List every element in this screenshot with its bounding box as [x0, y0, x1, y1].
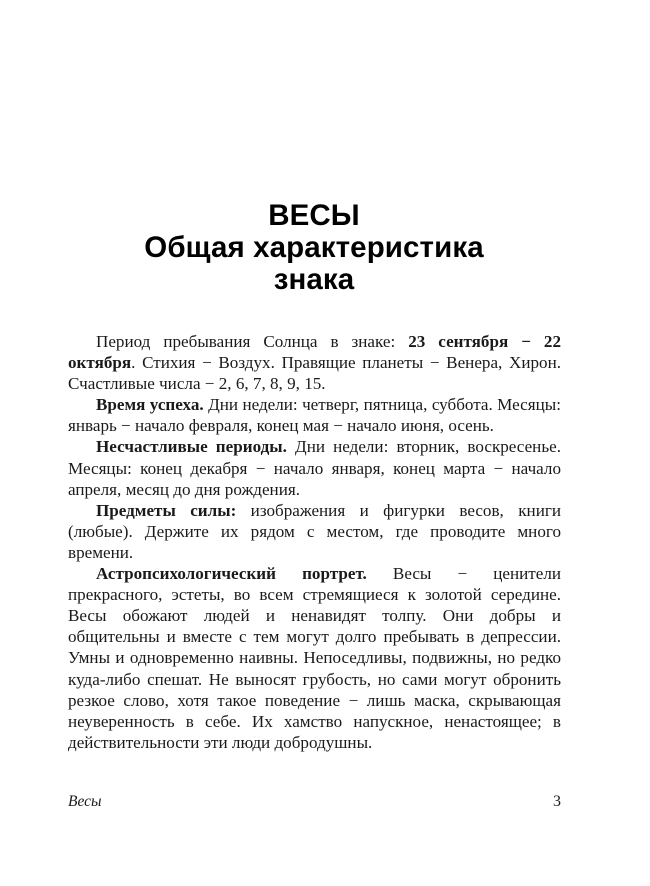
- paragraph-lead-power-objects: Предметы силы:: [96, 500, 237, 520]
- page-footer: [68, 792, 561, 814]
- footer-page-number: 3: [553, 793, 561, 810]
- paragraph-lead-astro-portrait: Астропсихологический портрет.: [96, 564, 367, 584]
- page-title: [68, 200, 560, 296]
- paragraph-unlucky-periods: [68, 436, 561, 499]
- footer-running-head: Весы: [68, 793, 102, 810]
- paragraph-success-time: [68, 394, 561, 436]
- body-text-column: [68, 331, 561, 753]
- paragraph-body-unlucky-periods: Дни недели: вторник, воскресенье. Месяцы: конец декабря − начало января, конец марта − начало апреля, месяц до дня рождения.: [68, 437, 561, 499]
- paragraph-text-before-bold: Период пребывания Солнца в знаке:: [96, 332, 409, 351]
- paragraph-lead-success-time: Время успеха.: [96, 395, 204, 415]
- paragraph-power-objects: [68, 500, 561, 563]
- title-line-sign-name: ВЕСЫ: [268, 199, 360, 232]
- paragraph-text-after-bold: . Стихия − Воздух. Правящие планеты − Венера, Хирон. Счастливые числа − 2, 6, 7, 8, 9, 15.: [68, 353, 561, 394]
- paragraph-body-power-objects: изображения и фигурки весов, книги (любые). Держите их рядом с местом, где проводите много времени.: [68, 500, 561, 562]
- paragraph-body-success-time: Дни недели: четверг, пятница, суббота. Месяцы: январь − начало февраля, конец мая − начало июня, осень.: [68, 395, 561, 436]
- paragraph-sun-period: [68, 331, 561, 394]
- paragraph-body-astro-portrait: Весы − ценители прекрасного, эстеты, во всем стремящиеся к золотой середине. Весы обожают людей и ненавидят толпу. Они добры и общительны и вместе с тем могут долго пребывать в депрессии. Умны и одновременно наивны. Непоседливы, подвижны, но редко куда-либо спешат. Не выносят грубость, но сами могут обронить резкое слово, хотя такое поведение − лишь маска, скрывающая неуверенность в себе. Их хамство напускное, ненастоящее; в действительности эти люди добродушны.: [68, 564, 561, 752]
- title-line-subtitle-2: знака: [273, 263, 355, 296]
- paragraph-lead-unlucky-periods: Несчастливые периоды.: [96, 437, 287, 457]
- title-line-subtitle-1: Общая характеристика: [144, 231, 484, 264]
- paragraph-bold-dates: 23 сентября − 22 октября: [68, 332, 561, 373]
- paragraph-astro-portrait: [68, 563, 561, 753]
